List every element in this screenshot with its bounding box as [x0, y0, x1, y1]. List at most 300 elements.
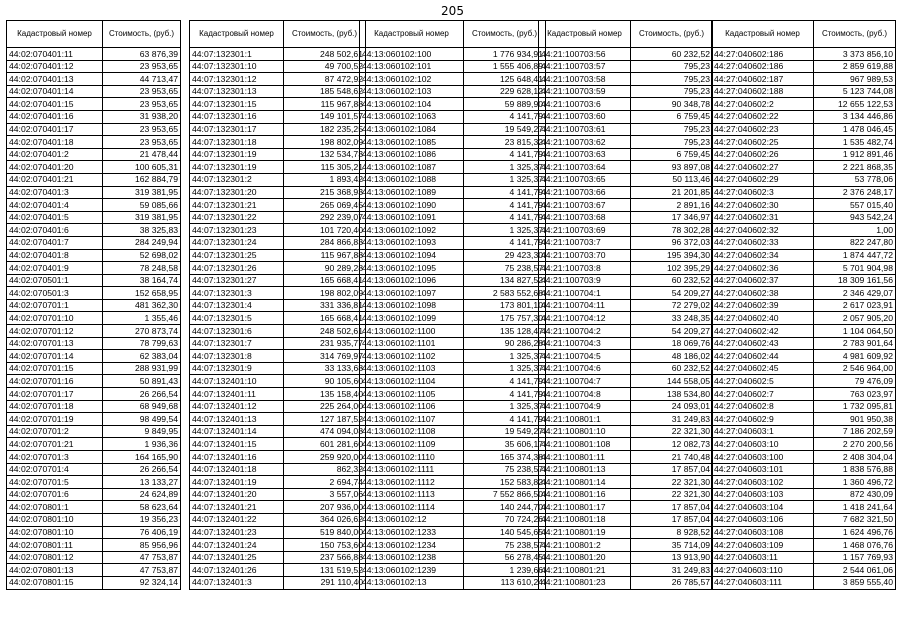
table-row	[7, 48, 181, 61]
table-row	[712, 211, 896, 224]
cadastral-number: 44:27:040602:34	[712, 249, 814, 262]
cadastral-number: 44:21:100703:63	[539, 148, 631, 161]
cost-value: 56 278,45	[464, 551, 546, 564]
table-row	[360, 73, 546, 86]
table-row	[360, 451, 546, 464]
cost-value: 557 015,40	[814, 199, 896, 212]
table-row	[712, 350, 896, 363]
cadastral-number: 44:02:070701:4	[7, 463, 103, 476]
cost-value: 1 893,42	[284, 173, 366, 186]
cadastral-number: 44:07:132401:16	[190, 451, 284, 464]
table-row	[7, 551, 181, 564]
cadastral-number: 44:27:040602:40	[712, 312, 814, 325]
cost-value: 795,23	[631, 85, 713, 98]
page-number: 205	[441, 4, 464, 18]
table-row	[190, 362, 366, 375]
cost-value: 135 158,40	[284, 388, 366, 401]
table-row	[190, 425, 366, 438]
table-row	[360, 110, 546, 123]
cost-value: 319 381,95	[103, 211, 181, 224]
cost-value: 33 248,35	[631, 312, 713, 325]
cost-value: 54 209,27	[631, 325, 713, 338]
table-row	[7, 136, 181, 149]
cadastral-number: 44:27:040602:29	[712, 173, 814, 186]
cost-value: 125 648,41	[464, 73, 546, 86]
cost-value: 75 238,57	[464, 463, 546, 476]
cadastral-number: 44:02:070401:13	[7, 73, 103, 86]
cost-value: 13 133,27	[103, 476, 181, 489]
table-row	[7, 513, 181, 526]
cadastral-number: 44:27:040602:42	[712, 325, 814, 338]
cadastral-number: 44:13:060102:1086	[360, 148, 464, 161]
table-row	[190, 236, 366, 249]
cost-value: 115 967,88	[284, 249, 366, 262]
cadastral-number: 44:27:040602:5	[712, 375, 814, 388]
cost-value: 182 235,25	[284, 123, 366, 136]
table-header-row	[190, 21, 366, 48]
cadastral-number: 44:02:070801:13	[7, 564, 103, 577]
table-row	[539, 539, 713, 552]
cost-value: 4 141,79	[464, 388, 546, 401]
cost-value: 19 549,27	[464, 123, 546, 136]
cadastral-number: 44:02:070701:16	[7, 375, 103, 388]
cost-value: 79 476,09	[814, 375, 896, 388]
cadastral-number: 44:07:132301:13	[190, 85, 284, 98]
table-row	[539, 551, 713, 564]
cost-value: 481 362,30	[103, 299, 181, 312]
cost-value: 93 897,08	[631, 161, 713, 174]
cost-value: 2 057 905,20	[814, 312, 896, 325]
cost-value: 4 981 609,92	[814, 350, 896, 363]
cadastral-number: 44:13:060102:1097	[360, 287, 464, 300]
table-row	[190, 161, 366, 174]
cadastral-number: 44:27:040603:1	[712, 425, 814, 438]
cost-value: 1 555 406,89	[464, 60, 546, 73]
table-row	[712, 98, 896, 111]
table-header-row	[360, 21, 546, 48]
cost-value: 2 783 901,64	[814, 337, 896, 350]
table-row	[190, 325, 366, 338]
cost-value: 100 605,31	[103, 161, 181, 174]
table-row	[7, 526, 181, 539]
cadastral-number: 44:13:060102:1107	[360, 413, 464, 426]
table-row	[190, 136, 366, 149]
table-row	[712, 173, 896, 186]
table-row	[539, 262, 713, 275]
cost-value: 1 912 891,46	[814, 148, 896, 161]
cadastral-number: 44:27:040603:104	[712, 501, 814, 514]
table-header-row	[539, 21, 713, 48]
cadastral-number: 44:13:060102:1110	[360, 451, 464, 464]
cadastral-number: 44:13:060102:1094	[360, 249, 464, 262]
cadastral-number: 44:21:100704:11	[539, 299, 631, 312]
table-row	[712, 136, 896, 149]
cost-value: 195 394,30	[631, 249, 713, 262]
cadastral-number: 44:07:132301:21	[190, 199, 284, 212]
cost-value: 85 956,96	[103, 539, 181, 552]
table-row	[539, 287, 713, 300]
cadastral-number: 44:21:100704:12	[539, 312, 631, 325]
cost-value: 17 857,04	[631, 501, 713, 514]
cadastral-number: 44:27:040603:11	[712, 551, 814, 564]
cost-value: 795,23	[631, 60, 713, 73]
cost-value: 59 085,66	[103, 199, 181, 212]
table-row	[712, 513, 896, 526]
cost-value: 185 548,62	[284, 85, 366, 98]
cost-value: 22 321,30	[631, 488, 713, 501]
cadastral-number: 44:13:060102:100	[360, 48, 464, 61]
table-row	[7, 539, 181, 552]
table-row	[712, 73, 896, 86]
table-row	[539, 85, 713, 98]
cadastral-number: 44:07:132301:18	[190, 136, 284, 149]
cadastral-number: 44:07:132301:16	[190, 110, 284, 123]
cadastral-number: 44:02:070401:12	[7, 60, 103, 73]
cadastral-number: 44:07:132401:20	[190, 488, 284, 501]
cost-value: 35 606,17	[464, 438, 546, 451]
cadastral-number: 44:27:040602:27	[712, 161, 814, 174]
cadastral-number: 44:02:070701:10	[7, 312, 103, 325]
cadastral-number: 44:13:060102:1108	[360, 425, 464, 438]
table-row	[712, 564, 896, 577]
cost-value: 331 336,81	[284, 299, 366, 312]
cadastral-number: 44:13:060102:1084	[360, 123, 464, 136]
table-row	[360, 488, 546, 501]
cost-value: 9 849,95	[103, 425, 181, 438]
table-row	[7, 274, 181, 287]
table-row	[539, 161, 713, 174]
cost-value: 12 082,73	[631, 438, 713, 451]
cadastral-number: 44:07:132301:27	[190, 274, 284, 287]
table-row	[7, 388, 181, 401]
cost-value: 19 549,27	[464, 425, 546, 438]
cost-value: 795,23	[631, 123, 713, 136]
cadastral-number: 44:02:070701:18	[7, 400, 103, 413]
cadastral-number: 44:13:060102:1102	[360, 350, 464, 363]
cadastral-number: 44:21:100703:58	[539, 73, 631, 86]
table-row	[360, 148, 546, 161]
cadastral-number: 44:21:100801:16	[539, 488, 631, 501]
cost-value: 59 889,90	[464, 98, 546, 111]
cost-value: 3 557,06	[284, 488, 366, 501]
cost-value: 284 866,83	[284, 236, 366, 249]
cost-value: 3 373 856,10	[814, 48, 896, 61]
cadastral-number: 44:13:060102:1085	[360, 136, 464, 149]
cost-value: 229 628,12	[464, 85, 546, 98]
cost-value: 1 325,37	[464, 400, 546, 413]
table-row	[7, 287, 181, 300]
cadastral-number: 44:21:100703:67	[539, 199, 631, 212]
table-row	[7, 73, 181, 86]
table-row	[7, 173, 181, 186]
table-row	[712, 388, 896, 401]
table-row	[7, 249, 181, 262]
cost-value: 72 279,02	[631, 299, 713, 312]
table-row	[190, 488, 366, 501]
cadastral-number: 44:21:100801:10	[539, 425, 631, 438]
table-row	[7, 262, 181, 275]
table-row	[712, 274, 896, 287]
cadastral-number: 44:21:100704:3	[539, 337, 631, 350]
cadastral-number: 44:13:060102:1109	[360, 438, 464, 451]
header-cadastral-number: Кадастровый номер	[190, 21, 284, 48]
table-row	[190, 539, 366, 552]
table-row	[712, 312, 896, 325]
cadastral-number: 44:13:060102:1063	[360, 110, 464, 123]
table-row	[360, 400, 546, 413]
table-row	[190, 211, 366, 224]
table-row	[360, 136, 546, 149]
cost-value: 1 624 496,76	[814, 526, 896, 539]
cadastral-number: 44:13:060102:103	[360, 85, 464, 98]
cadastral-number: 44:02:070401:2	[7, 148, 103, 161]
table-row	[539, 463, 713, 476]
cadastral-number: 44:07:132401:23	[190, 526, 284, 539]
cost-value: 198 802,09	[284, 136, 366, 149]
cadastral-number: 44:07:132301:12	[190, 73, 284, 86]
cost-value: 21 478,44	[103, 148, 181, 161]
cost-value: 519 840,00	[284, 526, 366, 539]
cadastral-number: 44:07:132301:6	[190, 325, 284, 338]
cadastral-number: 44:27:040603:102	[712, 476, 814, 489]
table-row	[190, 476, 366, 489]
table-row	[7, 476, 181, 489]
table-row	[360, 526, 546, 539]
cadastral-number: 44:07:132301:9	[190, 362, 284, 375]
cost-value: 2 694,74	[284, 476, 366, 489]
cadastral-number: 44:02:070701:14	[7, 350, 103, 363]
table-row	[7, 148, 181, 161]
table-row	[360, 350, 546, 363]
cost-value: 115 305,21	[284, 161, 366, 174]
table-row	[360, 98, 546, 111]
table-row	[190, 274, 366, 287]
table-row	[360, 224, 546, 237]
cost-value: 17 857,04	[631, 463, 713, 476]
table-row	[190, 576, 366, 589]
cost-value: 22 321,30	[631, 425, 713, 438]
cadastral-number: 44:27:040602:22	[712, 110, 814, 123]
cadastral-number: 44:21:100704:1	[539, 287, 631, 300]
table-row	[712, 463, 896, 476]
cadastral-number: 44:07:132301:19	[190, 148, 284, 161]
table-row	[7, 451, 181, 464]
cadastral-number: 44:27:040603:100	[712, 451, 814, 464]
table-row	[7, 60, 181, 73]
cost-value: 1 478 046,45	[814, 123, 896, 136]
table-row	[360, 211, 546, 224]
cost-value: 26 785,57	[631, 576, 713, 589]
cadastral-number: 44:07:132401:18	[190, 463, 284, 476]
cadastral-number: 44:21:100801:13	[539, 463, 631, 476]
table-row	[7, 337, 181, 350]
cadastral-number: 44:27:040603:110	[712, 564, 814, 577]
table-row	[360, 463, 546, 476]
table-row	[190, 299, 366, 312]
table-row	[190, 388, 366, 401]
cost-value: 4 141,79	[464, 148, 546, 161]
cadastral-number: 44:02:070701:1	[7, 299, 103, 312]
cadastral-number: 44:21:100801:1	[539, 413, 631, 426]
table-row	[190, 199, 366, 212]
table-row	[539, 350, 713, 363]
cadastral-number: 44:07:132301:1	[190, 48, 284, 61]
cost-value: 319 381,95	[103, 186, 181, 199]
cost-value: 90 289,28	[284, 262, 366, 275]
table-row	[712, 161, 896, 174]
cadastral-number: 44:02:070401:5	[7, 211, 103, 224]
table-row	[712, 110, 896, 123]
table-row	[360, 476, 546, 489]
table-row	[539, 199, 713, 212]
cost-value: 2 583 552,68	[464, 287, 546, 300]
cost-value: 7 186 202,59	[814, 425, 896, 438]
cost-value: 31 249,83	[631, 413, 713, 426]
cost-value: 1,00	[814, 224, 896, 237]
cost-value: 31 938,20	[103, 110, 181, 123]
cost-value: 54 209,27	[631, 287, 713, 300]
cadastral-number: 44:27:040602:188	[712, 85, 814, 98]
cost-value: 96 372,03	[631, 236, 713, 249]
table-row	[7, 576, 181, 589]
cost-value: 132 534,73	[284, 148, 366, 161]
cadastral-number: 44:13:060102:1088	[360, 173, 464, 186]
cadastral-table-4	[538, 20, 713, 590]
cost-value: 822 247,80	[814, 236, 896, 249]
cadastral-number: 44:07:132301:10	[190, 60, 284, 73]
table-row	[190, 551, 366, 564]
cadastral-number: 44:21:100801:108	[539, 438, 631, 451]
cadastral-number: 44:27:040602:43	[712, 337, 814, 350]
table-row	[360, 438, 546, 451]
cadastral-number: 44:02:070401:16	[7, 110, 103, 123]
cost-value: 1 874 447,72	[814, 249, 896, 262]
cadastral-number: 44:02:070701:5	[7, 476, 103, 489]
cadastral-number: 44:21:100703:8	[539, 262, 631, 275]
cadastral-number: 44:07:132301:23	[190, 224, 284, 237]
table-row	[7, 85, 181, 98]
cost-value: 2 544 061,06	[814, 564, 896, 577]
cost-value: 113 610,24	[464, 576, 546, 589]
cost-value: 4 141,79	[464, 110, 546, 123]
cadastral-number: 44:07:132301:22	[190, 211, 284, 224]
header-cadastral-number: Кадастровый номер	[712, 21, 814, 48]
cost-value: 60 232,52	[631, 48, 713, 61]
cost-value: 2 617 023,91	[814, 299, 896, 312]
cadastral-number: 44:02:070501:3	[7, 287, 103, 300]
cadastral-number: 44:13:060102:1238	[360, 551, 464, 564]
cost-value: 3 134 446,86	[814, 110, 896, 123]
cost-value: 60 232,52	[631, 274, 713, 287]
cost-value: 2 408 304,04	[814, 451, 896, 464]
cadastral-number: 44:27:040602:26	[712, 148, 814, 161]
cadastral-number: 44:07:132401:21	[190, 501, 284, 514]
cost-value: 4 141,79	[464, 236, 546, 249]
table-row	[712, 476, 896, 489]
cadastral-number: 44:21:100801:2	[539, 539, 631, 552]
cadastral-number: 44:07:132301:19	[190, 161, 284, 174]
cost-value: 292 239,07	[284, 211, 366, 224]
table-row	[360, 85, 546, 98]
cadastral-number: 44:27:040602:8	[712, 400, 814, 413]
table-row	[539, 488, 713, 501]
header-cadastral-number: Кадастровый номер	[360, 21, 464, 48]
table-row	[360, 539, 546, 552]
cadastral-number: 44:13:060102:12	[360, 513, 464, 526]
table-row	[360, 375, 546, 388]
table-row	[712, 551, 896, 564]
cost-value: 4 141,79	[464, 186, 546, 199]
cost-value: 35 714,09	[631, 539, 713, 552]
cadastral-number: 44:21:100801:18	[539, 513, 631, 526]
table-row	[7, 211, 181, 224]
table-row	[190, 73, 366, 86]
table-row	[539, 451, 713, 464]
cost-value: 231 935,77	[284, 337, 366, 350]
table-row	[7, 98, 181, 111]
cadastral-number: 44:21:100801:17	[539, 501, 631, 514]
cadastral-number: 44:02:070501:1	[7, 274, 103, 287]
cadastral-number: 44:07:132401:22	[190, 513, 284, 526]
table-row	[360, 161, 546, 174]
table-row	[712, 48, 896, 61]
cost-value: 215 368,93	[284, 186, 366, 199]
cost-value: 101 720,40	[284, 224, 366, 237]
cadastral-number: 44:21:100703:61	[539, 123, 631, 136]
table-row	[539, 224, 713, 237]
table-row	[190, 526, 366, 539]
cost-value: 4 141,79	[464, 375, 546, 388]
cadastral-number: 44:21:100703:57	[539, 60, 631, 73]
cost-value: 2 346 429,07	[814, 287, 896, 300]
cost-value: 284 249,94	[103, 236, 181, 249]
cadastral-number: 44:07:132301:5	[190, 312, 284, 325]
cadastral-number: 44:07:132401:24	[190, 539, 284, 552]
cost-value: 23 953,65	[103, 85, 181, 98]
cadastral-number: 44:13:060102:1103	[360, 362, 464, 375]
cadastral-number: 44:27:040602:186	[712, 60, 814, 73]
cost-value: 901 950,38	[814, 413, 896, 426]
table-row	[539, 413, 713, 426]
cadastral-number: 44:13:060102:1090	[360, 199, 464, 212]
cost-value: 364 026,62	[284, 513, 366, 526]
cost-value: 8 928,52	[631, 526, 713, 539]
cadastral-number: 44:13:060102:1104	[360, 375, 464, 388]
cost-value: 165 668,41	[284, 312, 366, 325]
cadastral-number: 44:02:070401:3	[7, 186, 103, 199]
table-row	[360, 576, 546, 589]
cadastral-number: 44:21:100703:69	[539, 224, 631, 237]
table-row	[190, 249, 366, 262]
cadastral-number: 44:27:040602:3	[712, 186, 814, 199]
table-row	[539, 148, 713, 161]
cadastral-number: 44:13:060102:1112	[360, 476, 464, 489]
cadastral-number: 44:02:070401:18	[7, 136, 103, 149]
cadastral-number: 44:02:070801:10	[7, 526, 103, 539]
table-row	[539, 476, 713, 489]
cost-value: 7 552 866,50	[464, 488, 546, 501]
cost-value: 2 221 868,35	[814, 161, 896, 174]
cadastral-number: 44:13:060102:1106	[360, 400, 464, 413]
cadastral-number: 44:02:070701:3	[7, 451, 103, 464]
cost-value: 2 376 248,17	[814, 186, 896, 199]
cadastral-number: 44:21:100704:7	[539, 375, 631, 388]
cadastral-number: 44:13:060102:1087	[360, 161, 464, 174]
table-row	[190, 60, 366, 73]
cadastral-number: 44:21:100704:5	[539, 350, 631, 363]
cadastral-number: 44:13:060102:1095	[360, 262, 464, 275]
cost-value: 1 360 496,72	[814, 476, 896, 489]
